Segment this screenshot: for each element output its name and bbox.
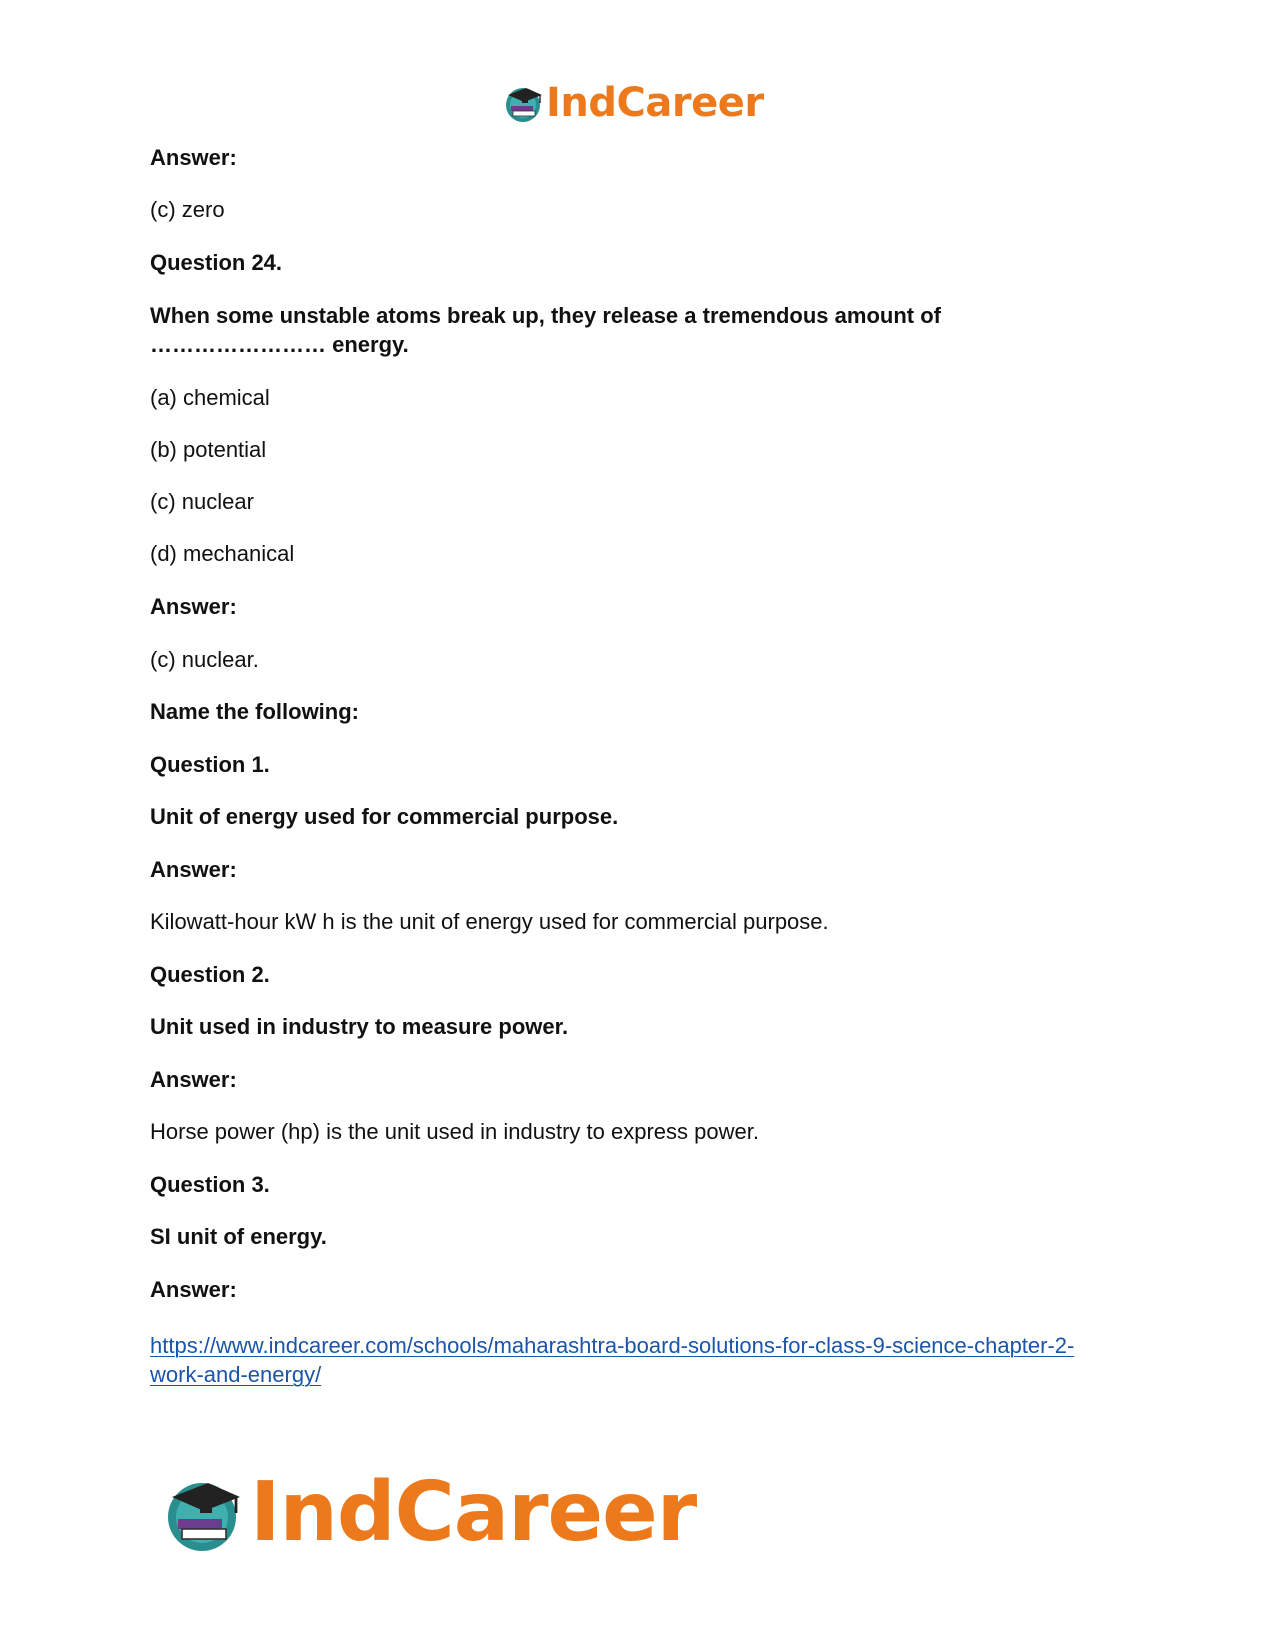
answer-label: Answer: bbox=[150, 594, 237, 619]
option-a: (a) chemical bbox=[150, 385, 270, 410]
question-text: When some unstable atoms break up, they release a tremendous amount of bbox=[150, 303, 941, 328]
option-c: (c) nuclear bbox=[150, 489, 254, 514]
header-logo bbox=[502, 80, 764, 126]
header-logo-text: IndCareer bbox=[546, 80, 764, 126]
option-b: (b) potential bbox=[150, 437, 267, 462]
question-text: SI unit of energy. bbox=[150, 1224, 327, 1249]
graduation-cap-books-icon bbox=[502, 82, 544, 124]
answer-label: Answer: bbox=[150, 1067, 237, 1092]
answer-text: Kilowatt-hour kW h is the unit of energy used for commercial purpose. bbox=[150, 909, 829, 934]
answer-text: Horse power (hp) is the unit used in industry to express power. bbox=[150, 1119, 759, 1144]
answer-text: (c) zero bbox=[150, 197, 225, 222]
answer-label: Answer: bbox=[150, 1277, 237, 1302]
question-text: Unit of energy used for commercial purpose. bbox=[150, 804, 619, 829]
question-number: Question 3. bbox=[150, 1172, 270, 1197]
option-d: (d) mechanical bbox=[150, 541, 295, 566]
question-number: Question 1. bbox=[150, 752, 270, 777]
question-number: Question 24. bbox=[150, 250, 283, 275]
source-link[interactable]: https://www.indcareer.com/schools/maharashtra-board-solutions-for-class-9-science-chapter-2- bbox=[150, 1333, 1075, 1358]
footer-logo bbox=[160, 1465, 697, 1560]
question-text-continued: …………………… energy. bbox=[150, 332, 409, 357]
answer-label: Answer: bbox=[150, 145, 237, 170]
graduation-cap-books-icon bbox=[160, 1471, 244, 1555]
answer-label: Answer: bbox=[150, 857, 237, 882]
answer-text: (c) nuclear. bbox=[150, 647, 259, 672]
section-heading: Name the following: bbox=[150, 699, 359, 724]
question-text: Unit used in industry to measure power. bbox=[150, 1014, 569, 1039]
source-link-continued[interactable]: work-and-energy/ bbox=[150, 1362, 322, 1387]
question-number: Question 2. bbox=[150, 962, 270, 987]
footer-logo-text: IndCareer bbox=[250, 1465, 697, 1560]
